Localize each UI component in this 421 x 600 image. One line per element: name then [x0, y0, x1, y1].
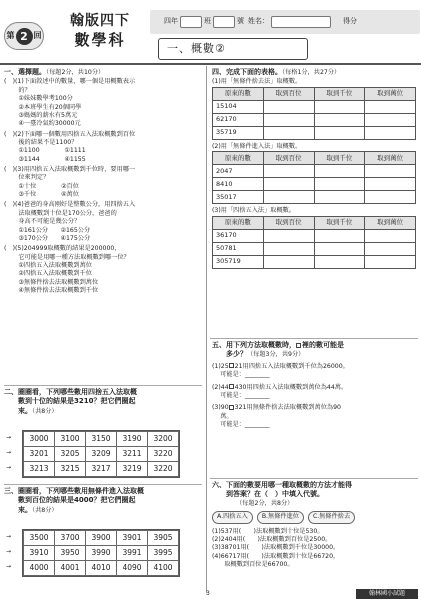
table-row: [24, 462, 179, 477]
sec1-q4: [4, 201, 204, 243]
item-text: 21用四捨五入法取概數到千位為26000。: [234, 362, 349, 370]
section-1: [4, 68, 204, 295]
sec4-table1-label: (1)用「無條件捨去法」取概數。: [212, 78, 302, 86]
section-3: [4, 487, 204, 515]
sec4-table1: [212, 87, 416, 140]
column-divider: [206, 66, 207, 593]
q4-line: ( )(4)爸爸的身高刚好是整數公分，用四捨五入: [4, 201, 136, 209]
answer-cell[interactable]: [365, 165, 416, 178]
grade-label: 四年: [164, 17, 178, 26]
sec2-title-line: 來。: [4, 406, 32, 415]
q2-option: ③1144 ④1155: [4, 155, 86, 163]
sec4-table3-label: (3)用「四捨五入法」取概數。: [212, 207, 296, 215]
sec4-title: 四、完成下面的表格。: [212, 68, 282, 76]
sec3-title-line: 數到百位的結果是4000？把它們圈起: [4, 496, 136, 505]
grid-cell[interactable]: 3900: [86, 531, 117, 546]
q1-line: ( )(1)下面敘述中的數量，哪一個是用概數表示: [4, 78, 136, 86]
table-header: 原來的數: [213, 152, 264, 165]
section-5: [212, 341, 418, 429]
answer-cell[interactable]: [314, 229, 365, 242]
q1-option: ③媽媽的薪水有5萬元: [4, 111, 78, 119]
table-row: [213, 113, 416, 126]
q3-line: ( )(3)用四捨五入法取概數到千位時，要用哪一: [4, 166, 136, 174]
sec5-item1: [212, 363, 418, 380]
table-row: [213, 242, 416, 255]
q5-option: ①四捨五入法取概數到萬位: [4, 261, 92, 269]
grid-cell[interactable]: 3901: [117, 531, 148, 546]
q2-option: ①1100 ①1111: [4, 147, 86, 155]
right-column: [212, 68, 418, 269]
sec5-title: 五、用下列方法取概數時，: [212, 341, 296, 349]
grid-cell[interactable]: 3219: [117, 462, 148, 477]
grid-cell[interactable]: 3211: [117, 447, 148, 462]
grid-cell[interactable]: 3209: [86, 447, 117, 462]
answer-line[interactable]: 可能是：________: [212, 391, 270, 399]
option-c: C.無條件捨去: [308, 511, 355, 523]
item-text: 430用四捨五入法取概數到萬位為44萬。: [234, 383, 348, 391]
answer-cell[interactable]: [365, 178, 416, 191]
badge-suffix: 回: [33, 30, 42, 40]
q5-line: 它可能是用哪一種方法取概數到哪一位？: [4, 253, 130, 261]
grid-cell[interactable]: 4000: [24, 561, 55, 576]
table-cell: 50781: [213, 242, 264, 255]
table-row: [213, 191, 416, 204]
answer-cell[interactable]: [365, 229, 416, 242]
answer-cell[interactable]: [314, 191, 365, 204]
class-box[interactable]: [180, 16, 202, 28]
header-rule: [0, 63, 421, 65]
sec1-q1: [4, 78, 204, 128]
sec5-item2: [212, 384, 418, 401]
q4-line: 身高不可能是幾公分？: [4, 218, 81, 226]
grid-cell[interactable]: 3217: [86, 462, 117, 477]
badge-number: 2: [16, 28, 33, 45]
sec2-title-line: 數到十位的結果是3210？把它們圈起: [4, 397, 136, 406]
q1-line: 的？: [4, 86, 31, 94]
answer-cell[interactable]: [314, 242, 365, 255]
answer-cell[interactable]: [314, 113, 365, 126]
table-row: [213, 216, 416, 229]
grid-cell[interactable]: 3150: [86, 432, 117, 447]
sec5-rule: [210, 338, 418, 339]
sec2-rule: [4, 385, 202, 386]
table-header: 原來的數: [213, 216, 264, 229]
answer-cell[interactable]: [263, 113, 314, 126]
q1-option: ①妹妹數學考100分: [4, 95, 73, 103]
q4-option: ①161公分 ②165公分: [4, 226, 91, 234]
table-row: [213, 152, 416, 165]
name-box[interactable]: [271, 16, 331, 28]
answer-cell[interactable]: [263, 100, 314, 113]
sec5-title-tail: 裡的數可能是: [302, 341, 344, 349]
blank-box-icon: [229, 384, 234, 389]
table-header: 取到千位: [314, 152, 365, 165]
sec3-title-line: 來。: [4, 505, 32, 514]
item-text: 萬。: [212, 412, 233, 420]
sec6-options: [212, 511, 418, 523]
sec1-title: 一、選擇題。: [4, 68, 46, 76]
q1-option: ②本班學生有20個同學: [4, 103, 82, 111]
grid-cell[interactable]: 3200: [148, 432, 179, 447]
name-label: 姓名：: [248, 17, 269, 26]
answer-cell[interactable]: [263, 178, 314, 191]
table-row: [24, 531, 179, 546]
number-label: 號: [237, 17, 244, 26]
list-item[interactable]: (1)537用( )法取概數到十位是530。: [212, 527, 324, 535]
table-row: [24, 561, 179, 576]
table-row: [213, 165, 416, 178]
table-row: [213, 178, 416, 191]
grid-cell[interactable]: 3201: [24, 447, 55, 462]
q5-option: ③無條件捨去法取概數到萬位: [4, 278, 99, 286]
table-header: 原來的數: [213, 87, 264, 100]
list-item[interactable]: (2)2404用( )法取概數到百位是2500。: [212, 535, 332, 543]
list-item: 取概數到百位是66700。: [212, 561, 294, 569]
sec3-grid: [22, 529, 180, 577]
grid-cell[interactable]: 3190: [117, 432, 148, 447]
table-row: [213, 255, 416, 268]
chapter-title: 一、概數②: [158, 38, 308, 60]
option-b: B.無條件進位: [257, 511, 304, 523]
table-cell: 305719: [213, 255, 264, 268]
table-header: 取到百位: [263, 152, 314, 165]
grid-cell[interactable]: 3215: [55, 462, 86, 477]
grid-cell[interactable]: 4100: [148, 561, 179, 576]
sec1-q3: [4, 166, 204, 199]
sec3-title-line: 三、圈圈看，下列哪些數用無條件進入法取概: [4, 487, 144, 495]
sec1-q5: [4, 245, 204, 295]
answer-cell[interactable]: [263, 242, 314, 255]
sec5-points: （每題3分，共9分）: [247, 351, 305, 359]
sec3-arrows: → → →: [6, 533, 12, 570]
blank-box-icon: [296, 343, 301, 348]
page-number: 3: [206, 590, 210, 597]
list-item[interactable]: (3)38701用( )法取概數到千位是30000。: [212, 544, 340, 552]
sec5-item3: [212, 404, 418, 429]
sec6-items: [212, 528, 418, 570]
class-label: 班: [204, 17, 211, 26]
table-header: 取到萬位: [365, 87, 416, 100]
table-cell: 8410: [213, 178, 264, 191]
sec1-points: （每題2分，共10分）: [46, 69, 105, 76]
table-cell: 35719: [213, 126, 264, 139]
sec6-title-line: 到答案？在（ ）中填入代號。: [212, 490, 324, 499]
sec4-table2: [212, 151, 416, 204]
sec3-points: （共8分）: [32, 506, 58, 514]
table-cell: 36170: [213, 229, 264, 242]
table-header: 取到百位: [263, 87, 314, 100]
table-cell: 15104: [213, 100, 264, 113]
q4-line: 法取概數到十位是170公分，爸爸的: [4, 209, 117, 217]
table-row: [24, 447, 179, 462]
left-column: [4, 68, 204, 295]
q1-option: ④一臺冷氣約30000元: [4, 120, 81, 128]
badge-prefix: 第: [6, 30, 15, 40]
q3-line: 位來判定？: [4, 174, 50, 182]
answer-cell[interactable]: [365, 242, 416, 255]
grid-cell[interactable]: 4010: [86, 561, 117, 576]
sec3-rule: [4, 484, 202, 485]
item-text: (2)44: [212, 383, 229, 391]
option-a: A.四捨五入: [212, 511, 253, 523]
score-label: 得分: [343, 17, 357, 26]
grid-cell[interactable]: 3950: [55, 546, 86, 561]
table-row: [213, 126, 416, 139]
answer-cell[interactable]: [314, 255, 365, 268]
table-header: 取到萬位: [365, 152, 416, 165]
answer-cell[interactable]: [365, 255, 416, 268]
table-header: 取到萬位: [365, 216, 416, 229]
answer-cell[interactable]: [263, 126, 314, 139]
answer-line[interactable]: 可能是：________: [212, 421, 270, 429]
table-row: [213, 229, 416, 242]
grid-cell[interactable]: 3991: [117, 546, 148, 561]
answer-cell[interactable]: [263, 165, 314, 178]
sec6-rule: [210, 478, 418, 479]
grid-cell[interactable]: 3000: [24, 432, 55, 447]
section-6: [212, 481, 418, 569]
sec4-table3: [212, 216, 416, 269]
answer-cell[interactable]: [263, 191, 314, 204]
table-cell: 35017: [213, 191, 264, 204]
answer-cell[interactable]: [314, 178, 365, 191]
student-info: [158, 11, 420, 33]
sec4-points: （每格1分，共27分）: [282, 69, 341, 76]
sec5-title-line2: 多少？: [212, 350, 247, 359]
table-header: 取到百位: [263, 216, 314, 229]
sec4-table2-label: (2)用「無條件進入法」取概數。: [212, 142, 302, 150]
answer-cell[interactable]: [314, 165, 365, 178]
sec1-q2: [4, 131, 204, 164]
section-2: [4, 388, 204, 416]
grid-cell[interactable]: 3205: [55, 447, 86, 462]
sec6-title-line: 六、下面的數要用哪一種取概數的方法才能得: [212, 481, 352, 489]
number-box[interactable]: [213, 16, 235, 28]
answer-cell[interactable]: [263, 229, 314, 242]
title-edition: 翰版四下: [70, 13, 130, 29]
answer-cell[interactable]: [263, 255, 314, 268]
lesson-badge: [4, 22, 44, 50]
grid-cell[interactable]: 3905: [148, 531, 179, 546]
table-row: [213, 87, 416, 100]
sec2-title-line: 二、圈圈看，下列哪些數用四捨五入法取概: [4, 388, 137, 396]
answer-cell[interactable]: [314, 126, 365, 139]
table-header: 取到千位: [314, 216, 365, 229]
grid-cell[interactable]: 3220: [148, 447, 179, 462]
sec2-arrows: → → →: [6, 434, 12, 471]
item-text: (3)90: [212, 404, 229, 412]
list-item[interactable]: (4)66717用( )法取概數到十位是66720，: [212, 552, 340, 560]
footer-tag: 翰林國小試題: [356, 589, 418, 599]
grid-cell[interactable]: 3213: [24, 462, 55, 477]
answer-cell[interactable]: [365, 100, 416, 113]
q4-option: ③170公分 ④175公分: [4, 234, 91, 242]
sec6-points: （每題2分，共8分）: [236, 499, 294, 507]
page-header: [0, 0, 421, 70]
table-cell: 2047: [213, 165, 264, 178]
title-block: [50, 12, 150, 50]
sec2-points: （共8分）: [32, 407, 58, 415]
table-header: 取到千位: [314, 87, 365, 100]
table-row: [213, 100, 416, 113]
grid-cell[interactable]: 4001: [55, 561, 86, 576]
sec2-grid: [22, 430, 180, 478]
answer-cell[interactable]: [365, 191, 416, 204]
q5-line: ( )(5)204999取概數的結果是200000，: [4, 245, 121, 253]
table-row: [24, 432, 179, 447]
table-row: [24, 546, 179, 561]
blank-box-icon: [229, 363, 234, 368]
answer-line[interactable]: 可能是：________: [212, 371, 270, 379]
q5-option: ②四捨五入法取概數到千位: [4, 270, 92, 278]
grid-cell[interactable]: 4090: [117, 561, 148, 576]
answer-cell[interactable]: [314, 100, 365, 113]
q3-option: ③千位 ④萬位: [4, 191, 79, 199]
grid-cell[interactable]: 3995: [148, 546, 179, 561]
item-text: 321用無條件捨去法取概數到萬位為90: [234, 404, 341, 412]
answer-cell[interactable]: [365, 113, 416, 126]
table-cell: 62170: [213, 113, 264, 126]
grid-cell[interactable]: 3500: [24, 531, 55, 546]
q2-line: ( )(2)下面哪一個數用四捨五入法取概數到百位: [4, 130, 136, 138]
title-subject: 數學科: [74, 31, 126, 49]
grid-cell[interactable]: 3220: [148, 462, 179, 477]
grid-cell[interactable]: 3100: [55, 432, 86, 447]
grid-cell[interactable]: 3700: [55, 531, 86, 546]
q2-line: 後的結果不是1100？: [4, 138, 78, 146]
answer-cell[interactable]: [365, 126, 416, 139]
grid-cell[interactable]: 3910: [24, 546, 55, 561]
grid-cell[interactable]: 3990: [86, 546, 117, 561]
q3-option: ①十位 ②百位: [4, 182, 79, 190]
q5-option: ④無條件捨去法取概數到千位: [4, 287, 99, 295]
item-text: (1)25: [212, 362, 229, 370]
blank-box-icon: [229, 405, 234, 410]
